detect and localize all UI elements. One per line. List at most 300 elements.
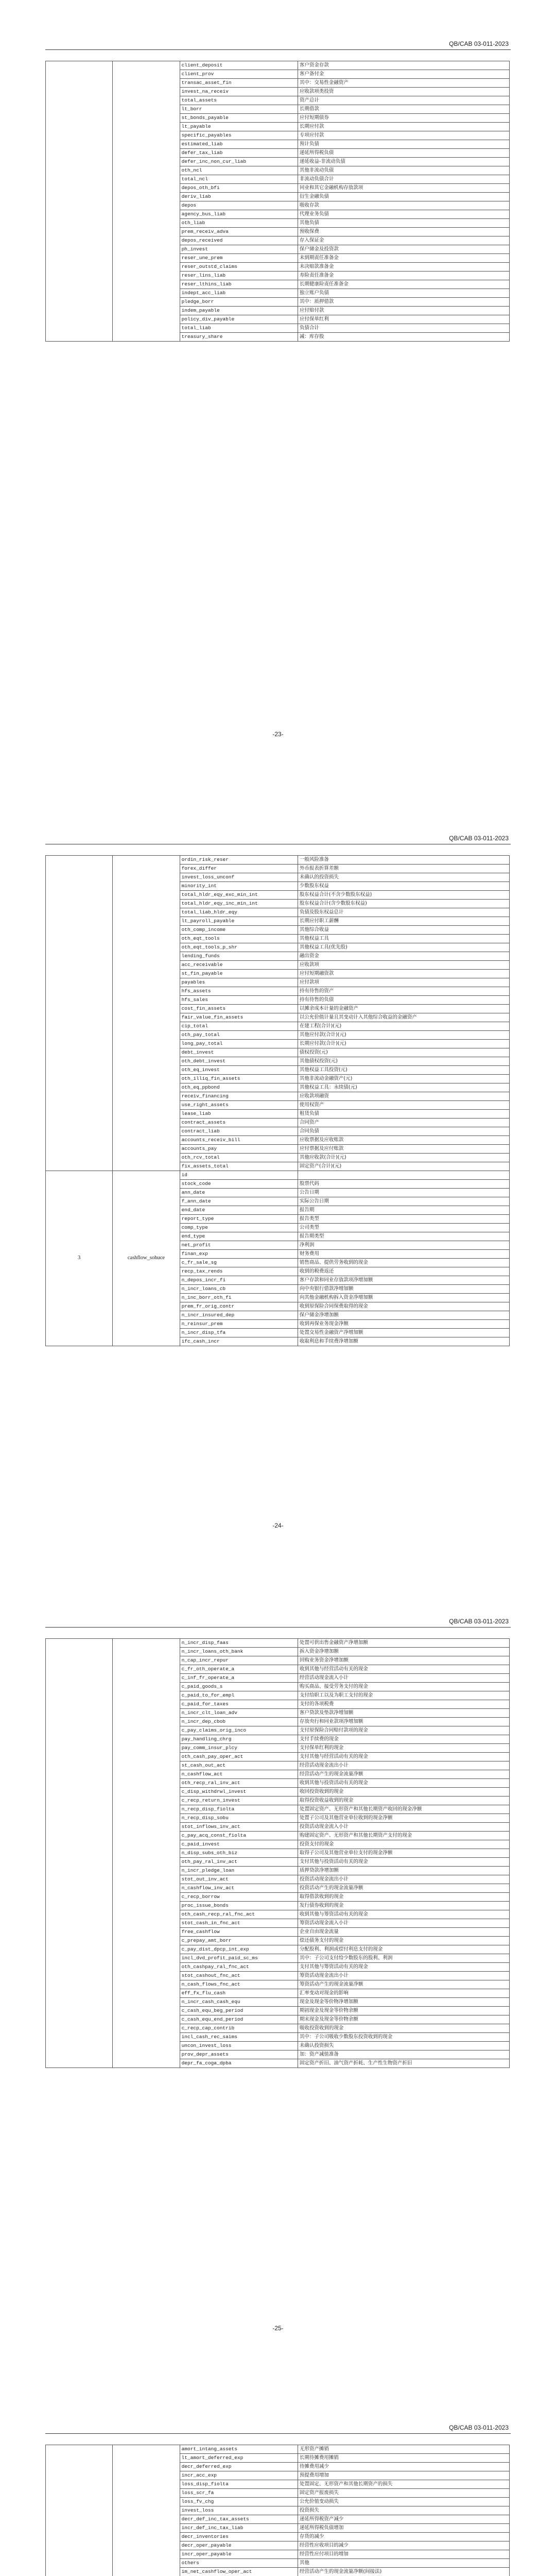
field-desc-cell: 其他 <box>298 2559 509 2568</box>
field-name-cell: lending_funds <box>180 952 298 961</box>
field-desc-cell: 其他应付款(合计)(元) <box>298 1031 509 1040</box>
field-desc-cell: 投资支付的现金 <box>298 1840 509 1849</box>
field-desc-cell: 固定资产(合计)(元) <box>298 1162 509 1171</box>
field-name-cell: c_paid_invest <box>180 1840 298 1849</box>
field-name-cell: stot_out_inv_act <box>180 1875 298 1884</box>
field-name-cell: ifc_cash_incr <box>180 1337 298 1346</box>
field-desc-cell: 支付给职工以及为职工支付的现金 <box>298 1691 509 1700</box>
field-name-cell: total_ncl <box>180 175 298 184</box>
field-desc-cell: 客户存款和同业存放款项净增加额 <box>298 1276 509 1285</box>
field-desc-cell: 公告日期 <box>298 1189 509 1197</box>
field-name-cell: use_right_assets <box>180 1101 298 1110</box>
field-desc-cell: 处置固定、无形资产和其他长期资产的损失 <box>298 2480 509 2489</box>
field-desc-cell: 应付短期融资款 <box>298 970 509 978</box>
field-name-cell: invest_loss_unconf <box>180 873 298 882</box>
field-desc-cell: 财务费用 <box>298 1250 509 1259</box>
field-desc-cell: 预收保费 <box>298 228 509 236</box>
field-name-cell: n_incr_disp_faas <box>180 1639 298 1648</box>
field-desc-cell: 无形资产摊销 <box>298 2445 509 2454</box>
field-desc-cell: 取得子公司及其他营业单位支付的现金净额 <box>298 1849 509 1858</box>
field-desc-cell: 收取利息和手续费净增加额 <box>298 1337 509 1346</box>
field-desc-cell: 预计负债 <box>298 140 509 149</box>
field-name-cell: client_prov <box>180 70 298 79</box>
field-desc-cell: 长期应付款 <box>298 123 509 131</box>
field-name-cell: stot_cashout_fnc_act <box>180 1972 298 1980</box>
field-desc-cell: 客户资金存款 <box>298 61 509 70</box>
field-desc-cell: 其中：子公司吸收少数股东投资收到的现金 <box>298 2033 509 2042</box>
field-name-cell: reser_lins_liab <box>180 272 298 280</box>
field-name-cell: forex_differ <box>180 865 298 873</box>
field-name-cell: lt_amort_deferred_exp <box>180 2454 298 2463</box>
field-desc-cell: 持有待售的资产 <box>298 987 509 996</box>
field-name-cell: loss_fv_chg <box>180 2498 298 2506</box>
field-name-cell: lt_borr <box>180 105 298 114</box>
doc-code: QB/CAB 03-011-2023 <box>449 1618 509 1625</box>
field-desc-cell: 债权投资(元) <box>298 1048 509 1057</box>
field-name-cell: c_paid_to_for_empl <box>180 1691 298 1700</box>
field-desc-cell: 处置交易性金融资产净增加额 <box>298 1329 509 1337</box>
field-desc-cell: 经营活动产生的现金流量净额 <box>298 1770 509 1779</box>
field-name-cell: oth_eqt_tools_p_shr <box>180 943 298 952</box>
field-desc-cell: 非流动负债合计 <box>298 175 509 184</box>
field-name-cell: st_cash_out_act <box>180 1761 298 1770</box>
field-name-cell: eff_fx_flu_cash <box>180 1989 298 1998</box>
field-name-cell: invest_na_receiv <box>180 88 298 96</box>
field-name-cell: lt_payroll_payable <box>180 917 298 926</box>
field-desc-cell: 应付短期债券 <box>298 114 509 123</box>
field-desc-cell: 取得投资收益收到的现金 <box>298 1797 509 1805</box>
field-table <box>45 2445 510 2576</box>
field-desc-cell: 预提费用增加 <box>298 2471 509 2480</box>
field-name-cell: c_pay_dist_dpcp_int_exp <box>180 1945 298 1954</box>
field-desc-cell: 负债及股东权益总计 <box>298 908 509 917</box>
field-desc-cell: 其他综合收益 <box>298 926 509 935</box>
field-name-cell: loss_scr_fa <box>180 2489 298 2498</box>
field-desc-cell: 股东权益合计(不含少数股东权益) <box>298 891 509 900</box>
field-desc-cell: 其他权益工具投资(元) <box>298 1066 509 1075</box>
field-name-cell: long_pay_total <box>180 1040 298 1048</box>
field-name-cell: debt_invest <box>180 1048 298 1057</box>
field-name-cell: policy_div_payable <box>180 315 298 324</box>
field-desc-cell: 报告期 <box>298 1206 509 1215</box>
field-name-cell: invest_loss <box>180 2506 298 2515</box>
field-name-cell: ann_date <box>180 1189 298 1197</box>
field-name-cell: specific_payables <box>180 131 298 140</box>
field-name-cell: depos <box>180 201 298 210</box>
field-desc-cell: 收到其他与经营活动有关的现金 <box>298 1665 509 1674</box>
field-name-cell: proc_issue_bonds <box>180 1902 298 1910</box>
field-name-cell: decr_deferred_exp <box>180 2463 298 2471</box>
field-name-cell: accounts_receiv_bill <box>180 1136 298 1145</box>
field-name-cell: oth_cash_recp_ral_fnc_act <box>180 1910 298 1919</box>
field-desc-cell: 融出资金 <box>298 952 509 961</box>
group-seq-cell <box>46 61 113 342</box>
field-name-cell: n_disp_subs_oth_biz <box>180 1849 298 1858</box>
field-name-cell: stot_inflows_inv_act <box>180 1823 298 1832</box>
doc-code: QB/CAB 03-011-2023 <box>449 835 509 842</box>
field-name-cell: ordin_risk_reser <box>180 856 298 865</box>
field-desc-cell: 向其他金融机构拆入资金净增加额 <box>298 1294 509 1302</box>
field-name-cell: contract_assets <box>180 1118 298 1127</box>
field-desc-cell: 未决赔款准备金 <box>298 263 509 272</box>
field-name-cell: reser_lthins_liab <box>180 280 298 289</box>
field-desc-cell: 未到期责任准备金 <box>298 254 509 263</box>
field-desc-cell: 使用权资产 <box>298 1101 509 1110</box>
field-name-cell: total_liab <box>180 324 298 333</box>
field-name-cell: c_recp_return_invest <box>180 1797 298 1805</box>
field-desc-cell: 支付其他与筹资活动有关的现金 <box>298 1963 509 1972</box>
field-name-cell: decr_oper_payable <box>180 2541 298 2550</box>
field-name-cell: incl_dvd_profit_paid_sc_ms <box>180 1954 298 1963</box>
field-desc-cell: 长期待摊费用摊销 <box>298 2454 509 2463</box>
field-name-cell: oth_cashpay_ral_fnc_act <box>180 1963 298 1972</box>
field-name-cell: receiv_financing <box>180 1092 298 1101</box>
field-desc-cell: 收到原保险合同保费取得的现金 <box>298 1302 509 1311</box>
field-name-cell: total_liab_hldr_eqy <box>180 908 298 917</box>
field-desc-cell: 持有待售的负债 <box>298 996 509 1005</box>
field-desc-cell: 递延所得税负债增加 <box>298 2524 509 2533</box>
field-name-cell: uncon_invest_loss <box>180 2042 298 2050</box>
field-desc-cell: 加：资产减值准备 <box>298 2050 509 2059</box>
field-name-cell: others <box>180 2559 298 2568</box>
field-desc-cell: 企业自由现金流量 <box>298 1928 509 1937</box>
field-name-cell: total_assets <box>180 96 298 105</box>
field-name-cell: agency_bus_liab <box>180 210 298 219</box>
group-name-cell <box>113 61 180 342</box>
field-name-cell: n_inc_borr_oth_fi <box>180 1294 298 1302</box>
field-name-cell: n_cashflow_inv_act <box>180 1884 298 1893</box>
field-name-cell: n_incr_insured_dep <box>180 1311 298 1320</box>
field-name-cell: transac_asset_fin <box>180 79 298 88</box>
field-name-cell: client_deposit <box>180 61 298 70</box>
field-desc-cell: 未确认投资损失 <box>298 2042 509 2050</box>
group-seq-cell <box>46 2445 113 2576</box>
field-desc-cell: 客户备付金 <box>298 70 509 79</box>
field-desc-cell: 期初现金及现金等价物余额 <box>298 2007 509 2015</box>
field-name-cell: oth_debt_invest <box>180 1057 298 1066</box>
field-name-cell: pledge_borr <box>180 298 298 307</box>
field-name-cell: indept_acc_liab <box>180 289 298 298</box>
field-name-cell: oth_liab <box>180 219 298 228</box>
group-name-cell <box>113 2445 180 2576</box>
field-desc-cell: 存入保证金 <box>298 236 509 245</box>
field-desc-cell: 现金及现金等价物净增加额 <box>298 1998 509 2007</box>
field-desc-cell: 支付其他与经营活动有关的现金 <box>298 1753 509 1761</box>
table-row <box>46 1639 510 1648</box>
field-desc-cell: 购建固定资产、无形资产和其他长期资产支付的现金 <box>298 1832 509 1840</box>
field-desc-cell: 偿还债务支付的现金 <box>298 1937 509 1945</box>
field-desc-cell: 销售商品、提供劳务收到的现金 <box>298 1259 509 1267</box>
field-desc-cell: 保户储金及投资款 <box>298 245 509 254</box>
field-desc-cell: 专项应付款 <box>298 131 509 140</box>
field-name-cell: n_reinsur_prem <box>180 1320 298 1329</box>
field-desc-cell: 应付保单红利 <box>298 315 509 324</box>
page-number: -23- <box>272 731 284 738</box>
field-name-cell: hfs_sales <box>180 996 298 1005</box>
field-desc-cell: 以公允价值计量且其变动计入其他综合收益的金融资产 <box>298 1013 509 1022</box>
field-name-cell: lt_payable <box>180 123 298 131</box>
field-desc-cell: 实际公告日期 <box>298 1197 509 1206</box>
field-name-cell: incr_oper_payable <box>180 2550 298 2559</box>
field-name-cell: minority_int <box>180 882 298 891</box>
field-name-cell: depr_fa_coga_dpba <box>180 2059 298 2068</box>
field-desc-cell: 报告期类型 <box>298 1232 509 1241</box>
field-desc-cell <box>298 1171 509 1180</box>
header-rule <box>45 49 511 50</box>
field-name-cell: oth_cash_pay_oper_act <box>180 1753 298 1761</box>
field-name-cell: c_pay_acq_const_fiolta <box>180 1832 298 1840</box>
field-desc-cell: 收到的税费返还 <box>298 1267 509 1276</box>
field-name-cell: n_recp_disp_sobu <box>180 1814 298 1823</box>
field-desc-cell: 固定资产折旧、油气资产折耗、生产性生物资产折旧 <box>298 2059 509 2068</box>
field-desc-cell: 向中央银行借款净增加额 <box>298 1285 509 1294</box>
field-desc-cell: 投资活动现金流入小计 <box>298 1823 509 1832</box>
group-seq-cell <box>46 856 113 1171</box>
field-name-cell: n_depos_incr_fi <box>180 1276 298 1285</box>
field-desc-cell: 寿险责任准备金 <box>298 272 509 280</box>
field-name-cell: reser_une_prem <box>180 254 298 263</box>
field-desc-cell: 应收款项类投资 <box>298 88 509 96</box>
field-desc-cell: 一般风险准备 <box>298 856 509 865</box>
field-name-cell: deriv_liab <box>180 193 298 201</box>
field-desc-cell: 报告类型 <box>298 1215 509 1224</box>
field-name-cell: amort_intang_assets <box>180 2445 298 2454</box>
field-name-cell: comp_type <box>180 1224 298 1232</box>
field-desc-cell: 其他权益工具：永续债(元) <box>298 1083 509 1092</box>
field-name-cell: n_incr_cash_cash_equ <box>180 1998 298 2007</box>
field-desc-cell: 收到再保业务现金净额 <box>298 1320 509 1329</box>
field-desc-cell: 筹资活动产生的现金流量净额 <box>298 1980 509 1989</box>
field-name-cell: oth_recp_ral_inv_act <box>180 1779 298 1788</box>
table-row <box>46 2445 510 2454</box>
page-number: -24- <box>272 1522 284 1529</box>
field-desc-cell: 外币报表折算差额 <box>298 865 509 873</box>
field-name-cell: oth_rcv_total <box>180 1154 298 1162</box>
field-name-cell: accounts_pay <box>180 1145 298 1154</box>
field-desc-cell: 代理业务负债 <box>298 210 509 219</box>
field-name-cell: cip_total <box>180 1022 298 1031</box>
field-name-cell: prem_receiv_adva <box>180 228 298 236</box>
field-name-cell: c_disp_withdrwl_invest <box>180 1788 298 1797</box>
field-name-cell: c_cash_equ_end_period <box>180 2015 298 2024</box>
field-desc-cell: 净利润 <box>298 1241 509 1250</box>
field-desc-cell: 处置可供出售金融资产净增加额 <box>298 1639 509 1648</box>
field-desc-cell: 汇率变动对现金的影响 <box>298 1989 509 1998</box>
field-desc-cell: 收到其他与筹资活动有关的现金 <box>298 1910 509 1919</box>
field-desc-cell: 应付票据及应付账款 <box>298 1145 509 1154</box>
field-name-cell: c_prepay_amt_borr <box>180 1937 298 1945</box>
field-desc-cell: 购买商品、接受劳务支付的现金 <box>298 1683 509 1691</box>
field-desc-cell: 筹资活动现金流出小计 <box>298 1972 509 1980</box>
field-desc-cell: 递延所得税资产减少 <box>298 2515 509 2524</box>
field-desc-cell: 股东权益合计(含少数股东权益) <box>298 900 509 908</box>
field-desc-cell: 经营活动产生的现金流量净额(间接法) <box>298 2568 509 2576</box>
field-name-cell: reser_outstd_claims <box>180 263 298 272</box>
field-desc-cell: 吸收存款 <box>298 201 509 210</box>
field-desc-cell: 长期应付职工薪酬 <box>298 917 509 926</box>
field-name-cell: stock_code <box>180 1180 298 1189</box>
field-desc-cell: 投资活动产生的现金流量净额 <box>298 1884 509 1893</box>
field-name-cell: fair_value_fin_assets <box>180 1013 298 1022</box>
field-name-cell: pay_handling_chrg <box>180 1735 298 1744</box>
field-desc-cell: 支付的各项税费 <box>298 1700 509 1709</box>
field-desc-cell: 其中：交易性金融资产 <box>298 79 509 88</box>
field-name-cell: c_recp_borrow <box>180 1893 298 1902</box>
field-desc-cell: 公司类型 <box>298 1224 509 1232</box>
field-desc-cell: 质押贷款净增加额 <box>298 1867 509 1875</box>
field-desc-cell: 长期借款 <box>298 105 509 114</box>
field-desc-cell: 同业和其它金融机构存放款项 <box>298 184 509 193</box>
field-desc-cell: 处置固定资产、无形资产和其他长期资产收回的现金净额 <box>298 1805 509 1814</box>
field-name-cell: oth_eq_invest <box>180 1066 298 1075</box>
field-name-cell: lease_liab <box>180 1110 298 1118</box>
field-desc-cell: 取得借款收到的现金 <box>298 1893 509 1902</box>
field-desc-cell: 其他非流动金融资产(元) <box>298 1075 509 1083</box>
field-name-cell: prem_fr_orig_contr <box>180 1302 298 1311</box>
field-desc-cell: 支付手续费的现金 <box>298 1735 509 1744</box>
field-name-cell: pay_comm_insur_plcy <box>180 1744 298 1753</box>
field-name-cell: free_cashflow <box>180 1928 298 1937</box>
field-name-cell: acc_receivable <box>180 961 298 970</box>
field-desc-cell: 公允价值变动损失 <box>298 2498 509 2506</box>
field-name-cell: n_incr_disp_tfa <box>180 1329 298 1337</box>
field-name-cell: hfs_assets <box>180 987 298 996</box>
doc-code: QB/CAB 03-011-2023 <box>449 2424 509 2431</box>
field-desc-cell: 吸收投资收到的现金 <box>298 2024 509 2033</box>
field-desc-cell: 合同资产 <box>298 1118 509 1127</box>
field-desc-cell: 其他权益工具 <box>298 935 509 943</box>
field-desc-cell: 收到其他与投资活动有关的现金 <box>298 1779 509 1788</box>
field-desc-cell: 收回投资收到的现金 <box>298 1788 509 1797</box>
field-desc-cell: 长期健康险责任准备金 <box>298 280 509 289</box>
field-name-cell: c_paid_for_taxes <box>180 1700 298 1709</box>
field-name-cell: oth_comp_income <box>180 926 298 935</box>
field-desc-cell: 租赁负债 <box>298 1110 509 1118</box>
field-desc-cell: 支付原保险合同赔付款项的现金 <box>298 1726 509 1735</box>
field-name-cell: im_net_cashflow_oper_act <box>180 2568 298 2576</box>
field-desc-cell: 分配股利、利润或偿付利息支付的现金 <box>298 1945 509 1954</box>
field-desc-cell: 期末现金及现金等价物余额 <box>298 2015 509 2024</box>
field-name-cell: end_type <box>180 1232 298 1241</box>
field-table <box>45 1638 510 2068</box>
field-name-cell: id <box>180 1171 298 1180</box>
field-desc-cell: 筹资活动现金流入小计 <box>298 1919 509 1928</box>
field-name-cell: n_cash_flows_fnc_act <box>180 1980 298 1989</box>
table-row <box>46 1171 510 1180</box>
field-desc-cell: 减：库存股 <box>298 333 509 342</box>
field-name-cell: depos_oth_bfi <box>180 184 298 193</box>
field-name-cell: payables <box>180 978 298 987</box>
table-row <box>46 856 510 865</box>
table-row <box>46 61 510 70</box>
field-desc-cell: 回购业务资金净增加额 <box>298 1656 509 1665</box>
field-name-cell: loss_disp_fiolta <box>180 2480 298 2489</box>
field-desc-cell: 存货的减少 <box>298 2533 509 2541</box>
field-desc-cell: 其他负债 <box>298 219 509 228</box>
field-name-cell: c_pay_claims_orig_inco <box>180 1726 298 1735</box>
field-desc-cell: 经营性应付项目的增加 <box>298 2550 509 2559</box>
field-name-cell: c_fr_oth_operate_a <box>180 1665 298 1674</box>
field-desc-cell: 其他权益工具(优先股) <box>298 943 509 952</box>
field-desc-cell: 独立账户负债 <box>298 289 509 298</box>
field-desc-cell: 应收款项融资 <box>298 1092 509 1101</box>
field-desc-cell: 合同负债 <box>298 1127 509 1136</box>
field-desc-cell: 发行债券收到的现金 <box>298 1902 509 1910</box>
field-name-cell: report_type <box>180 1215 298 1224</box>
field-name-cell: n_cashflow_act <box>180 1770 298 1779</box>
field-desc-cell: 负债合计 <box>298 324 509 333</box>
field-name-cell: decr_inventories <box>180 2533 298 2541</box>
field-name-cell: indem_payable <box>180 307 298 315</box>
field-name-cell: st_bonds_payable <box>180 114 298 123</box>
field-desc-cell: 以摊余成本计量的金融资产 <box>298 1005 509 1013</box>
field-desc-cell: 投资活动现金流出小计 <box>298 1875 509 1884</box>
field-desc-cell: 待摊费用减少 <box>298 2463 509 2471</box>
field-name-cell: n_cap_incr_repur <box>180 1656 298 1665</box>
field-desc-cell: 支付其他与投资活动有关的现金 <box>298 1858 509 1867</box>
field-name-cell: n_incr_clt_loan_adv <box>180 1709 298 1718</box>
field-name-cell: n_incr_loans_oth_bank <box>180 1648 298 1656</box>
field-name-cell: prov_depr_assets <box>180 2050 298 2059</box>
field-name-cell: oth_ncl <box>180 166 298 175</box>
field-name-cell: f_ann_date <box>180 1197 298 1206</box>
field-desc-cell: 存放央行和同业款项净增加额 <box>298 1718 509 1726</box>
field-name-cell: stot_cash_in_fnc_act <box>180 1919 298 1928</box>
field-name-cell: finan_exp <box>180 1250 298 1259</box>
field-name-cell: c_fr_sale_sg <box>180 1259 298 1267</box>
field-name-cell: oth_pay_ral_inv_act <box>180 1858 298 1867</box>
field-name-cell: total_hldr_eqy_inc_min_int <box>180 900 298 908</box>
field-name-cell: ph_invest <box>180 245 298 254</box>
field-desc-cell: 经营性应收项目的减少 <box>298 2541 509 2550</box>
field-desc-cell: 少数股东权益 <box>298 882 509 891</box>
field-table <box>45 61 510 342</box>
field-name-cell: oth_eq_ppbond <box>180 1083 298 1092</box>
field-desc-cell: 保户储金净增加额 <box>298 1311 509 1320</box>
field-name-cell: n_incr_dep_cbob <box>180 1718 298 1726</box>
field-desc-cell: 其他非流动负债 <box>298 166 509 175</box>
field-name-cell: st_fin_payable <box>180 970 298 978</box>
field-desc-cell: 递延收益-非流动负债 <box>298 158 509 166</box>
field-name-cell: oth_eqt_tools <box>180 935 298 943</box>
field-desc-cell: 经营活动现金流出小计 <box>298 1761 509 1770</box>
field-desc-cell: 拆入资金净增加额 <box>298 1648 509 1656</box>
field-desc-cell: 应收票据及应收账款 <box>298 1136 509 1145</box>
field-desc-cell: 支付保单红利的现金 <box>298 1744 509 1753</box>
field-name-cell: c_cash_equ_beg_period <box>180 2007 298 2015</box>
field-name-cell: recp_tax_rends <box>180 1267 298 1276</box>
field-name-cell: n_incr_loans_cb <box>180 1285 298 1294</box>
field-desc-cell: 长期应付款(合计)(元) <box>298 1040 509 1048</box>
field-desc-cell: 在建工程(合计)(元) <box>298 1022 509 1031</box>
field-name-cell: defer_tax_liab <box>180 149 298 158</box>
field-name-cell: n_recp_disp_fiolta <box>180 1805 298 1814</box>
field-name-cell: cost_fin_assets <box>180 1005 298 1013</box>
group-seq-cell: 3 <box>46 1171 113 1346</box>
field-name-cell: contract_liab <box>180 1127 298 1136</box>
group-name-cell: cashflow_sohuce <box>113 1171 180 1346</box>
field-name-cell: c_paid_goods_s <box>180 1683 298 1691</box>
field-name-cell: estimated_liab <box>180 140 298 149</box>
group-seq-cell <box>46 1639 113 2068</box>
field-name-cell: n_incr_pledge_loan <box>180 1867 298 1875</box>
field-name-cell: treasury_share <box>180 333 298 342</box>
field-name-cell: incr_acc_exp <box>180 2471 298 2480</box>
header-rule <box>45 2433 511 2434</box>
field-desc-cell: 未确认的投资损失 <box>298 873 509 882</box>
field-desc-cell: 衍生金融负债 <box>298 193 509 201</box>
field-desc-cell: 资产总计 <box>298 96 509 105</box>
